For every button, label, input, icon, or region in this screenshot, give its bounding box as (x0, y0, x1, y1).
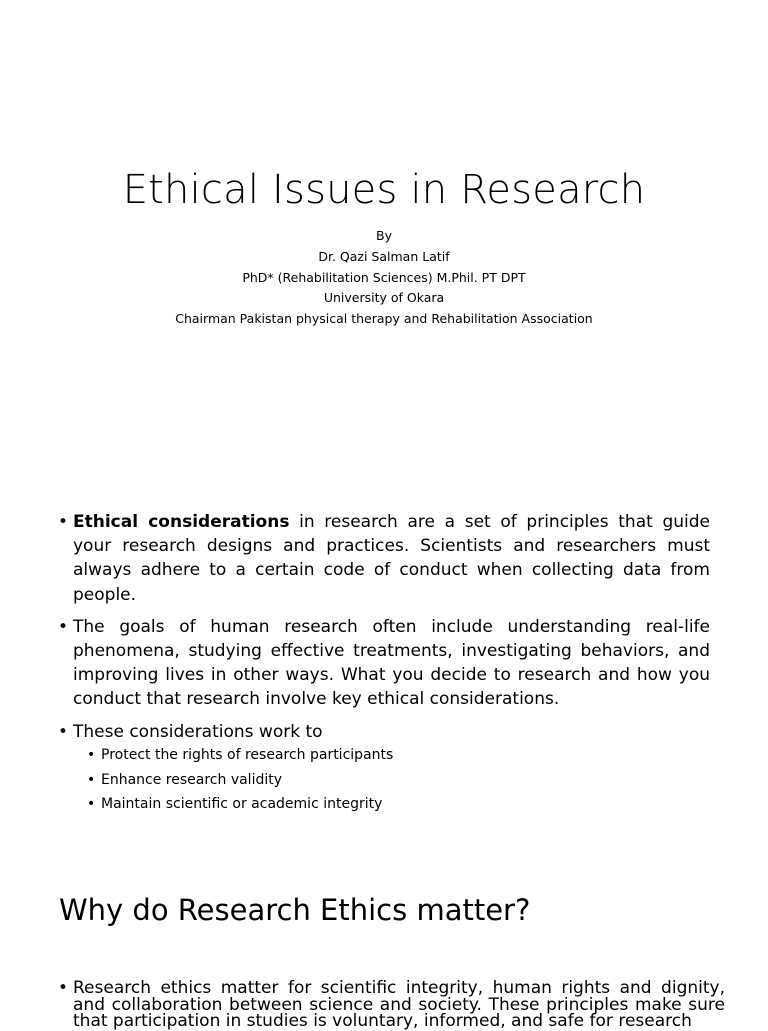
sub-bullet-marker: • (87, 771, 96, 788)
bullet-text: The goals of human research often include understanding real-life phenomena, studying effective treatments, investigating behaviors, and improving lives in other ways. What you decide to research and how you conduct that research involve key ethical considerations. (73, 616, 710, 710)
section-paragraph (58, 980, 725, 1030)
sub-bullet-text: Protect the rights of research participants (101, 747, 394, 763)
bullet-list (58, 510, 710, 746)
presentation-title: Ethical Issues in Research (122, 167, 646, 213)
author-name: Dr. Qazi Salman Latif (318, 248, 450, 264)
bullet-marker: • (58, 978, 69, 998)
sub-bullet-marker: • (87, 747, 96, 763)
sub-bullet-item (87, 743, 687, 768)
subtitle-by: By (376, 228, 392, 243)
author-degrees: PhD* (Rehabilitation Sciences) M.Phil. PT DPT (242, 269, 526, 285)
sub-bullet-text: Maintain scientific or academic integrity (101, 796, 383, 813)
bullet-marker: • (58, 721, 69, 742)
sub-bullet-list (87, 743, 687, 817)
bullet-item (58, 615, 710, 712)
author-university: University of Okara (323, 290, 445, 306)
ethical-considerations-slide (0, 496, 768, 832)
title-slide (0, 0, 768, 432)
sub-bullet-item (87, 792, 687, 817)
section-paragraph-text: Research ethics matter for scientific integrity, human rights and dignity, and collaboration between science and society. These principles make sure that participation in studies is voluntary, informed, and safe for research (73, 978, 725, 1031)
section-heading: Why do Research Ethics matter? (59, 893, 531, 927)
sub-bullet-marker: • (87, 796, 96, 813)
research-ethics-slide (0, 864, 768, 1031)
bullet-marker: • (58, 512, 69, 532)
bullet-item (58, 510, 710, 607)
author-position: Chairman Pakistan physical therapy and Rehabilitation Association (175, 311, 593, 327)
sub-bullet-text: Enhance research validity (101, 771, 283, 788)
bullet-strong-text: Ethical considerations (73, 512, 290, 532)
bullet-marker: • (58, 616, 69, 637)
author-info (0, 226, 768, 330)
bullet-text: in research are a set of principles that guide your research designs and practices. Scientists and researchers must always adhere to a certain code of conduct when collecting data from people. (73, 512, 710, 605)
bullet-item (58, 720, 710, 744)
bullet-text: These considerations work to (73, 721, 323, 742)
sub-bullet-item (87, 768, 687, 793)
